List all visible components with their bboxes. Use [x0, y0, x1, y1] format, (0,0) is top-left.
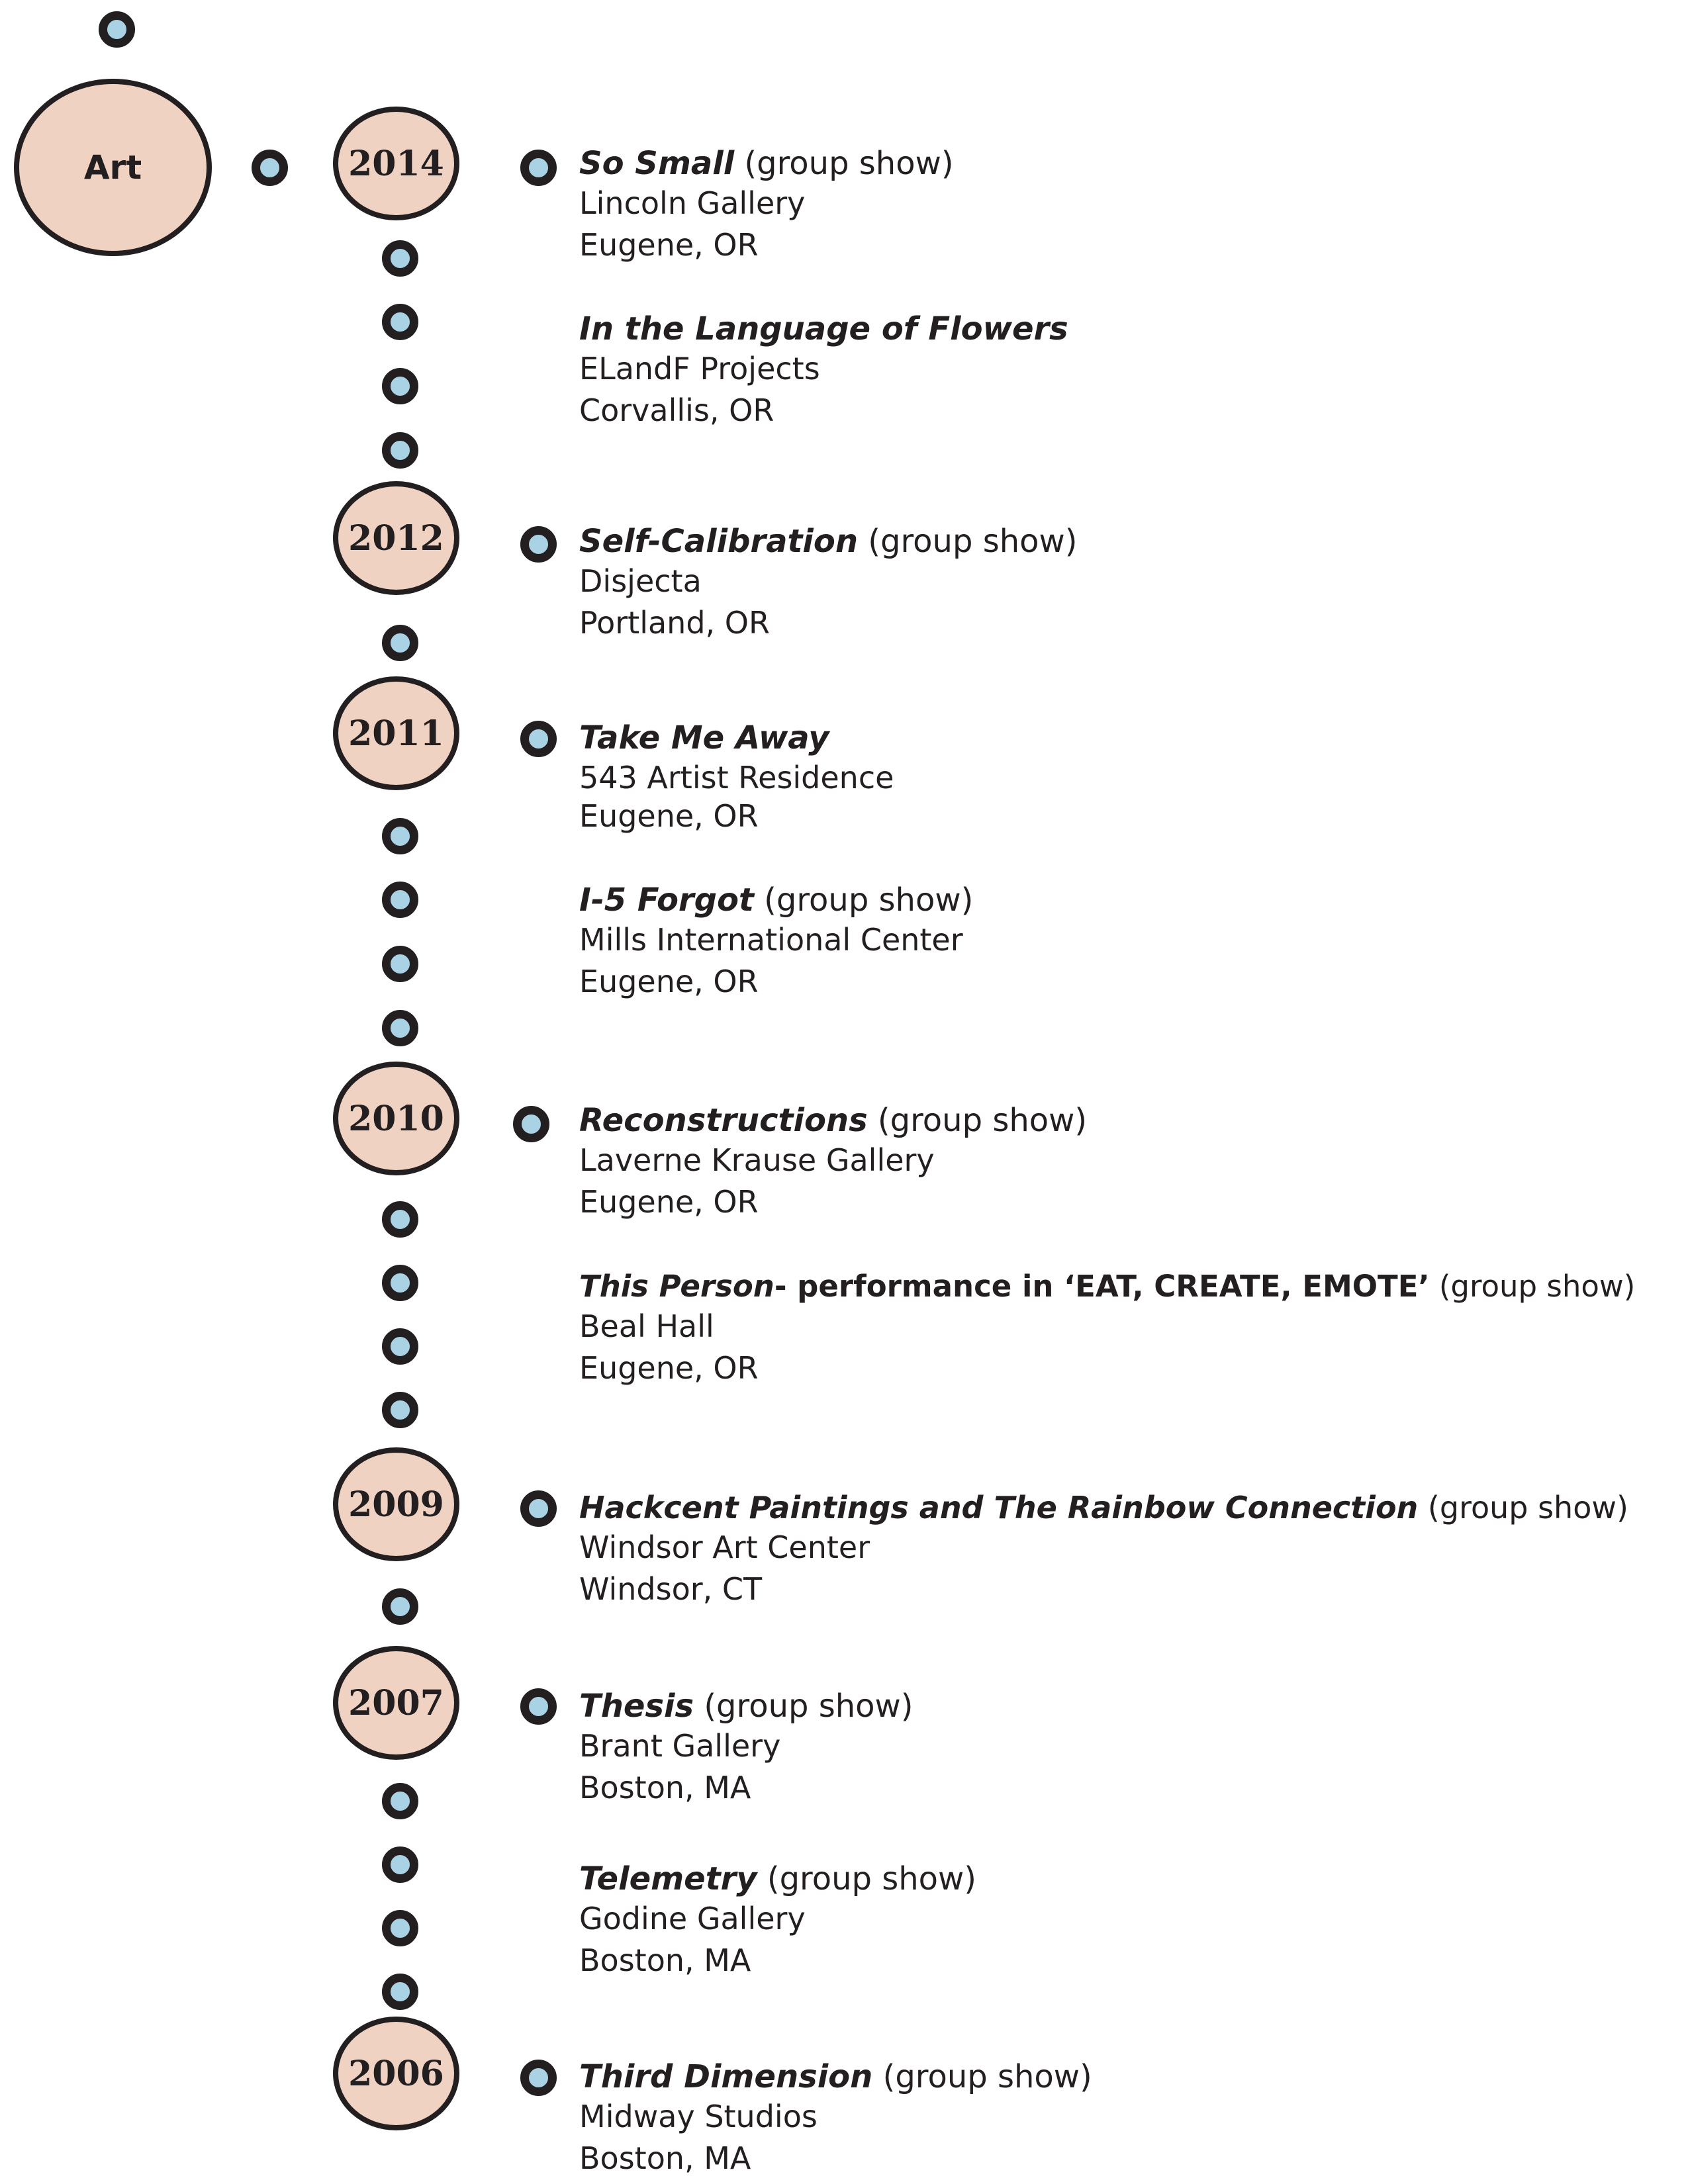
year-circle-2006 [333, 2017, 459, 2130]
timeline-dot [382, 240, 418, 277]
year-circle-2010 [333, 1062, 459, 1175]
exhibition-note: (group show) [868, 523, 1078, 560]
timeline-dot [382, 1588, 418, 1625]
exhibition-title: Thesis [579, 1688, 694, 1725]
exhibition-note: (group show) [704, 1688, 914, 1725]
exhibition-venue: Windsor Art Center [579, 1529, 870, 1565]
exhibition-venue: Disjecta [579, 563, 702, 599]
exhibition-venue: 543 Artist Residence [579, 760, 894, 796]
entry-bullet-dot [520, 2060, 557, 2096]
exhibition-location: Boston, MA [579, 1770, 751, 1805]
top-connector-dot [99, 11, 135, 48]
year-label: 2012 [348, 518, 444, 559]
art-connector-dot [252, 150, 288, 186]
timeline-dot [382, 882, 418, 918]
exhibition-location: Eugene, OR [579, 227, 759, 263]
exhibition-title: Telemetry [579, 1860, 757, 1897]
exhibition-venue: Laverne Krause Gallery [579, 1142, 935, 1178]
timeline-dot [382, 304, 418, 340]
year-label: 2011 [348, 713, 444, 754]
timeline-dot [382, 368, 418, 404]
exhibition-title: Hackcent Paintings and The Rainbow Connection [579, 1490, 1419, 1525]
year-label: 2010 [348, 1098, 444, 1139]
year-circle-2009 [333, 1447, 459, 1561]
exhibition-venue: Beal Hall [579, 1308, 714, 1344]
exhibition-venue: Godine Gallery [579, 1901, 806, 1936]
timeline-dot [382, 1010, 418, 1046]
exhibition-note: (group show) [1427, 1490, 1628, 1525]
exhibition-note: (group show) [877, 1102, 1088, 1139]
year-label: 2006 [348, 2053, 444, 2094]
timeline-dot [382, 946, 418, 982]
entry-bullet-dot [520, 721, 557, 757]
timeline-dot [382, 1846, 418, 1883]
timeline-dot [382, 1974, 418, 2010]
art-section-label: Art [83, 148, 142, 187]
exhibition-note: (group show) [744, 145, 954, 182]
timeline-dot [382, 1328, 418, 1365]
exhibition-title: Self-Calibration [579, 523, 859, 560]
exhibition-location: Boston, MA [579, 1942, 751, 1978]
year-label: 2014 [348, 143, 444, 184]
exhibition-location: Portland, OR [579, 605, 770, 641]
exhibition-title: Third Dimension [579, 2058, 873, 2095]
timeline-dot [382, 1783, 418, 1819]
exhibition-location: Eugene, OR [579, 1350, 759, 1386]
timeline-dot [382, 432, 418, 469]
exhibition-venue: ELandF Projects [579, 351, 820, 387]
exhibition-note: (group show) [1438, 1269, 1636, 1304]
exhibition-title: So Small [579, 145, 735, 182]
exhibition-note: (group show) [882, 2058, 1092, 2095]
year-circle-2012 [333, 481, 459, 595]
exhibition-venue: Midway Studios [579, 2099, 818, 2134]
timeline-dot [382, 1392, 418, 1428]
exhibition-title: In the Language of Flowers [579, 310, 1068, 347]
timeline-dot [382, 818, 418, 854]
exhibition-location: Eugene, OR [579, 1184, 759, 1220]
exhibition-title: This Person [579, 1269, 774, 1304]
exhibition-venue: Mills International Center [579, 922, 963, 958]
year-circle-2014 [333, 107, 459, 220]
exhibition-title: Take Me Away [579, 719, 829, 756]
entry-bullet-dot [520, 1688, 557, 1725]
exhibition-title: Reconstructions [579, 1102, 868, 1139]
exhibition-title: I-5 Forgot [579, 882, 754, 919]
entry-bullet-dot [520, 150, 557, 186]
exhibition-location: Boston, MA [579, 2140, 751, 2176]
year-label: 2009 [348, 1484, 444, 1525]
exhibition-location: Corvallis, OR [579, 392, 774, 428]
exhibition-note: (group show) [767, 1860, 977, 1897]
exhibition-location: Windsor, CT [579, 1571, 763, 1607]
entry-bullet-dot [520, 1490, 557, 1527]
exhibition-note: (group show) [764, 882, 974, 919]
timeline-dot [382, 1201, 418, 1238]
timeline-dot [382, 1910, 418, 1946]
exhibition-performance: - performance in ‘EAT, CREATE, EMOTE’ [774, 1269, 1430, 1304]
exhibition-venue: Brant Gallery [579, 1728, 781, 1764]
exhibition-location: Eugene, OR [579, 798, 759, 834]
exhibition-location: Eugene, OR [579, 964, 759, 999]
year-circle-2007 [333, 1646, 459, 1760]
timeline-dot [382, 625, 418, 661]
year-label: 2007 [348, 1682, 444, 1723]
timeline-dot [382, 1265, 418, 1301]
entry-bullet-dot [520, 526, 557, 563]
year-circle-2011 [333, 676, 459, 790]
exhibition-venue: Lincoln Gallery [579, 185, 806, 221]
art-section-circle [14, 79, 212, 256]
entry-bullet-dot [513, 1106, 549, 1142]
